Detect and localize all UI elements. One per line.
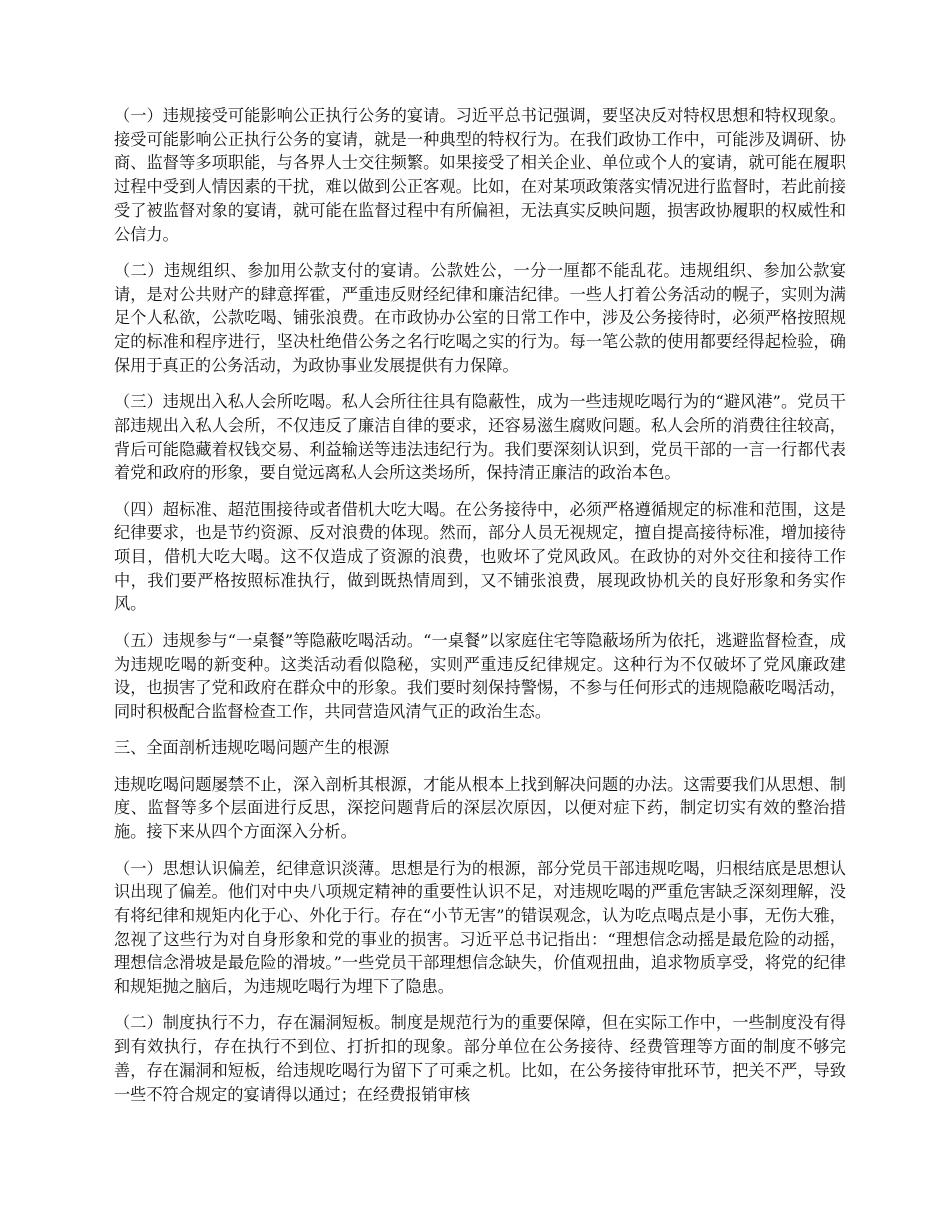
- paragraph-private-club: （三）违规出入私人会所吃喝。私人会所往往具有隐蔽性，成为一些违规吃喝行为的“避风港”。党员干部违规出入私人会所，不仅违反了廉洁自律的要求，还容易滋生腐败问题。私人会所的消费往往较高，背后可能隐藏着权钱交易、利益输送等违法违纪行为。我们要深刻认识到，党员干部的一言一行都代表着党和政府的形象，要自觉远离私人会所这类场所，保持清正廉洁的政治本色。: [114, 392, 846, 483]
- section-heading-root-causes: 三、全面剖析违规吃喝问题产生的根源: [114, 738, 390, 758]
- paragraph-over-standard-reception: （四）超标准、超范围接待或者借机大吃大喝。在公务接待中，必须严格遵循规定的标准和范围，这是纪律要求，也是节约资源、反对浪费的体现。然而，部分人员无视规定，擅自提高接待标准，增加接待项目，借机大吃大喝。这不仅造成了资源的浪费，也败坏了党风政风。在政协的对外交往和接待工作中，我们要严格按照标准执行，做到既热情周到，又不铺张浪费，展现政协机关的良好形象和务实作风。: [114, 499, 846, 614]
- paragraph-hidden-dining: （五）违规参与“一桌餐”等隐蔽吃喝活动。“一桌餐”以家庭住宅等隐蔽场所为依托，逃避监督检查，成为违规吃喝的新变种。这类活动看似隐秘，实则严重违反纪律规定。这种行为不仅破坏了党风廉政建设，也损害了党和政府在群众中的形象。我们要时刻保持警惕，不参与任何形式的违规隐蔽吃喝活动，同时积极配合监督检查工作，共同营造风清气正的政治生态。: [114, 630, 846, 721]
- paragraph-public-funds-banquet: （二）违规组织、参加用公款支付的宴请。公款姓公，一分一厘都不能乱花。违规组织、参加公款宴请，是对公共财产的肆意挥霍，严重违反财经纪律和廉洁纪律。一些人打着公务活动的幌子，实则为满足个人私欲，公款吃喝、铺张浪费。在市政协办公室的日常工作中，涉及公务接待时，必须严格按照规定的标准和程序进行，坚决杜绝借公务之名行吃喝之实的行为。每一笔公款的使用都要经得起检验，确保用于真正的公务活动，为政协事业发展提供有力保障。: [114, 260, 846, 375]
- document-page: [114, 104, 846, 1119]
- paragraph-privilege-banquet: （一）违规接受可能影响公正执行公务的宴请。习近平总书记强调，要坚决反对特权思想和特权现象。接受可能影响公正执行公务的宴请，就是一种典型的特权行为。在我们政协工作中，可能涉及调研、协商、监督等多项职能，与各界人士交往频繁。如果接受了相关企业、单位或个人的宴请，就可能在履职过程中受到人情因素的干扰，难以做到公正客观。比如，在对某项政策落实情况进行监督时，若此前接受了被监督对象的宴请，就可能在监督过程中有所偏袒，无法真实反映问题，损害政协履职的权威性和公信力。: [114, 106, 846, 244]
- paragraph-ideological-deviation: （一）思想认识偏差，纪律意识淡薄。思想是行为的根源，部分党员干部违规吃喝，归根结底是思想认识出现了偏差。他们对中央八项规定精神的重要性认识不足，对违规吃喝的严重危害缺乏深刻理解，没有将纪律和规矩内化于心、外化于行。存在“小节无害”的错误观念，认为吃点喝点是小事，无伤大雅，忽视了这些行为对自身形象和党的事业的损害。习近平总书记指出：“理想信念动摇是最危险的动摇，理想信念滑坡是最危险的滑坡。”一些党员干部理想信念缺失，价值观扭曲，追求物质享受，将党的纪律和规矩抛之脑后，为违规吃喝行为埋下了隐患。: [114, 858, 846, 997]
- paragraph-weak-enforcement: （二）制度执行不力，存在漏洞短板。制度是规范行为的重要保障，但在实际工作中，一些制度没有得到有效执行，存在执行不到位、打折扣的现象。部分单位在公务接待、经费管理等方面的制度不够完善，存在漏洞和短板，给违规吃喝行为留下了可乘之机。比如，在公务接待审批环节，把关不严，导致一些不符合规定的宴请得以通过；在经费报销审核: [114, 1013, 846, 1104]
- paragraph-root-causes-intro: 违规吃喝问题屡禁不止，深入剖析其根源，才能从根本上找到解决问题的办法。这需要我们从思想、制度、监督等多个层面进行反思，深挖问题背后的深层次原因，以便对症下药，制定切实有效的整治措施。接下来从四个方面深入分析。: [114, 774, 846, 842]
